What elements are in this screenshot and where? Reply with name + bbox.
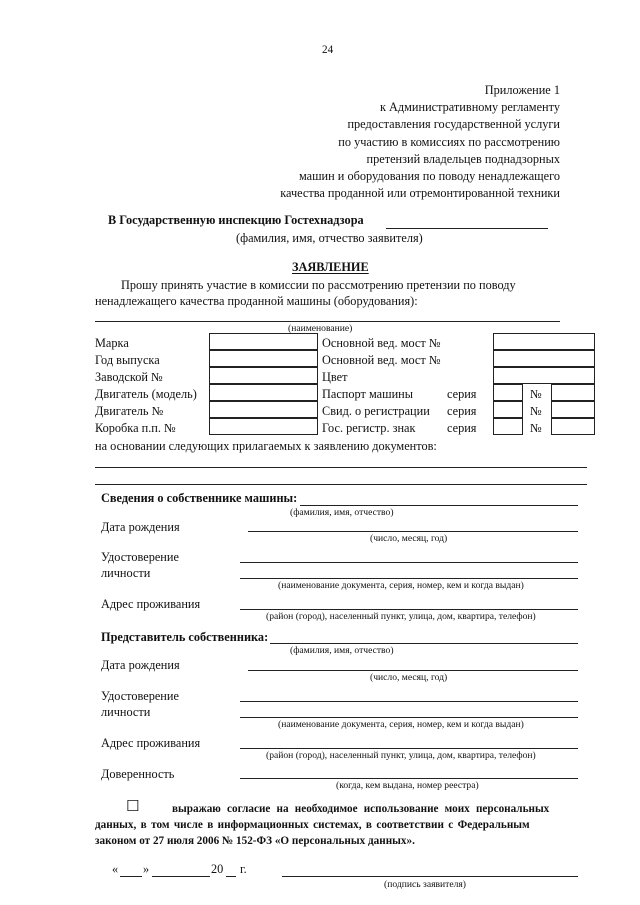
- addressee-caption: (фамилия, имя, отчество заявителя): [236, 231, 423, 245]
- owner-id-line[interactable]: [240, 562, 578, 563]
- documents-line[interactable]: [95, 467, 587, 468]
- series-label: серия: [447, 421, 477, 435]
- field-label-brand: Марка: [95, 336, 129, 350]
- representative-birth-line[interactable]: [248, 670, 578, 671]
- field-label-registration: Свид. о регистрации: [322, 404, 430, 418]
- year-line[interactable]: [226, 876, 236, 877]
- owner-id-line[interactable]: [240, 578, 578, 579]
- documents-line[interactable]: [95, 484, 587, 485]
- appendix-line: Приложение 1: [484, 83, 560, 97]
- field-label-serial: Заводской №: [95, 370, 163, 384]
- appendix-block: [280, 82, 560, 202]
- registration-series-input[interactable]: [493, 401, 523, 418]
- field-label-axle-1: Основной вед. мост №: [322, 336, 441, 350]
- passport-series-input[interactable]: [493, 384, 523, 401]
- owner-id-label-2: личности: [101, 566, 151, 580]
- field-input-engine-number[interactable]: [209, 401, 318, 418]
- representative-name-caption: (фамилия, имя, отчество): [290, 645, 394, 656]
- appendix-line: по участию в комиссиях по рассмотрению: [338, 134, 560, 149]
- representative-power-label: Доверенность: [101, 767, 175, 781]
- owner-heading: Сведения о собственнике машины:: [101, 491, 298, 505]
- field-input-axle-2[interactable]: [493, 350, 595, 367]
- representative-name-line[interactable]: [270, 643, 578, 644]
- naming-caption: (наименование): [288, 323, 353, 334]
- owner-id-caption: (наименование документа, серия, номер, кем и когда выдан): [278, 580, 524, 591]
- field-input-engine-model[interactable]: [209, 384, 318, 401]
- registration-number-input[interactable]: [551, 401, 595, 418]
- representative-id-caption: (наименование документа, серия, номер, кем и когда выдан): [278, 719, 524, 730]
- consent-checkbox[interactable]: ☐: [126, 797, 140, 815]
- representative-address-line[interactable]: [240, 748, 578, 749]
- number-label: №: [530, 404, 542, 418]
- representative-id-line[interactable]: [240, 717, 578, 718]
- field-label-axle-2: Основной вед. мост №: [322, 353, 441, 367]
- number-label: №: [530, 421, 542, 435]
- field-input-gearbox-number[interactable]: [209, 418, 318, 435]
- owner-id-label-1: Удостоверение: [101, 550, 179, 564]
- year-suffix: г.: [240, 862, 247, 876]
- representative-id-label-2: личности: [101, 705, 151, 719]
- owner-name-caption: (фамилия, имя, отчество): [290, 507, 394, 518]
- owner-birth-label: Дата рождения: [101, 520, 180, 534]
- representative-power-line[interactable]: [240, 778, 578, 779]
- passport-number-input[interactable]: [551, 384, 595, 401]
- open-quote: «: [112, 862, 119, 876]
- owner-address-label: Адрес проживания: [101, 597, 201, 611]
- field-label-engine-model: Двигатель (модель): [95, 387, 197, 401]
- consent-line-3: законом от 27 июля 2006 № 152-ФЗ «О персональных данных».: [95, 835, 415, 847]
- close-quote: »: [143, 862, 150, 876]
- representative-birth-caption: (число, месяц, год): [370, 672, 448, 683]
- page-number: 24: [322, 44, 334, 56]
- appendix-line: качества проданной или отремонтированной техники: [280, 186, 560, 201]
- representative-address-label: Адрес проживания: [101, 736, 201, 750]
- owner-address-line[interactable]: [240, 609, 578, 610]
- representative-power-caption: (когда, кем выдана, номер реестра): [336, 780, 479, 791]
- representative-heading: Представитель собственника:: [101, 630, 269, 644]
- owner-address-caption: (район (город), населенный пункт, улица, дом, квартира, телефон): [266, 611, 536, 622]
- plate-series-input[interactable]: [493, 418, 523, 435]
- field-label-passport: Паспорт машины: [322, 387, 414, 401]
- appendix-line: претензий владельцев поднадзорных: [366, 151, 560, 166]
- appendix-line: машин и оборудования по поводу ненадлежащего: [298, 169, 560, 184]
- year-prefix: 20: [211, 862, 224, 876]
- consent-line-1: выражаю согласие на необходимое использование моих персональных: [172, 803, 550, 815]
- representative-id-label-1: Удостоверение: [101, 689, 179, 703]
- documents-basis-text: на основании следующих прилагаемых к заявлению документов:: [95, 439, 437, 453]
- field-input-axle-1[interactable]: [493, 333, 595, 350]
- owner-name-line[interactable]: [300, 505, 578, 506]
- owner-birth-line[interactable]: [248, 531, 578, 532]
- signature-line[interactable]: [282, 876, 578, 877]
- appendix-line: предоставления государственной услуги: [347, 117, 560, 132]
- date-line: [112, 862, 272, 880]
- consent-line-2: данных, в том числе в информационных системах, в соответствии с Федеральным: [95, 819, 530, 831]
- field-input-serial[interactable]: [209, 367, 318, 384]
- month-line[interactable]: [152, 876, 210, 877]
- field-label-engine-number: Двигатель №: [95, 404, 164, 418]
- addressee-line[interactable]: [386, 228, 548, 229]
- field-input-color[interactable]: [493, 367, 595, 384]
- field-input-year[interactable]: [209, 350, 318, 367]
- representative-id-line[interactable]: [240, 701, 578, 702]
- field-input-brand[interactable]: [209, 333, 318, 350]
- field-label-plate: Гос. регистр. знак: [322, 421, 416, 435]
- intro-line-1: Прошу принять участие в комиссии по рассмотрению претензии по поводу: [121, 278, 516, 292]
- representative-address-caption: (район (город), населенный пункт, улица, дом, квартира, телефон): [266, 750, 536, 761]
- owner-birth-caption: (число, месяц, год): [370, 533, 448, 544]
- day-line[interactable]: [120, 876, 142, 877]
- field-label-gearbox-number: Коробка п.п. №: [95, 421, 176, 435]
- plate-number-input[interactable]: [551, 418, 595, 435]
- signature-caption: (подпись заявителя): [384, 879, 467, 890]
- number-label: №: [530, 387, 542, 401]
- document-title: ЗАЯВЛЕНИЕ: [292, 260, 369, 274]
- naming-line[interactable]: [95, 321, 560, 322]
- addressee-text: В Государственную инспекцию Гостехнадзора: [108, 213, 364, 227]
- appendix-line: к Административному регламенту: [379, 100, 560, 115]
- field-label-year: Год выпуска: [95, 353, 160, 367]
- intro-line-2: ненадлежащего качества проданной машины (оборудования):: [95, 294, 418, 308]
- field-label-color: Цвет: [322, 370, 348, 384]
- representative-birth-label: Дата рождения: [101, 658, 180, 672]
- series-label: серия: [447, 387, 477, 401]
- series-label: серия: [447, 404, 477, 418]
